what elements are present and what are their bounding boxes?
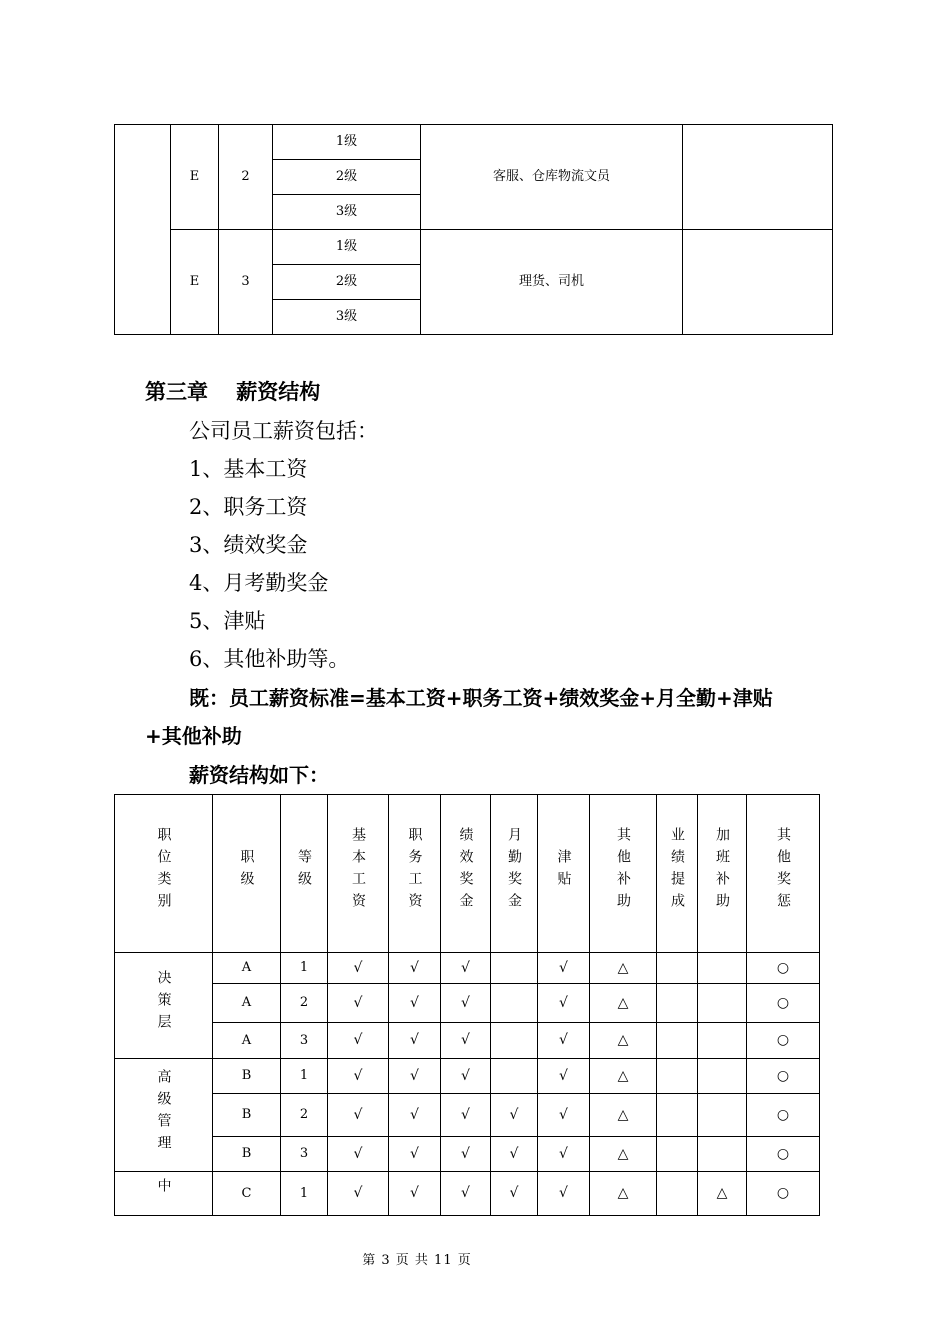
sublevel-cell: 2级 <box>273 160 421 195</box>
cell-base-salary: √ <box>328 984 389 1023</box>
header-label: 业绩提成 <box>669 827 685 916</box>
category-cell <box>115 953 213 1059</box>
cell-overtime <box>698 1137 747 1172</box>
sublevel-cell: 1级 <box>273 230 421 265</box>
cell-commission <box>657 953 698 984</box>
cell-attendance-bonus: √ <box>491 1137 538 1172</box>
cell-performance-bonus: √ <box>441 1172 491 1216</box>
cell-overtime <box>698 1094 747 1137</box>
cell-base-salary: √ <box>328 953 389 984</box>
cell-overtime <box>698 953 747 984</box>
level-cell: 3 <box>219 230 273 335</box>
cell-other-subsidy: △ <box>590 953 657 984</box>
cell-performance-bonus: √ <box>441 953 491 984</box>
cell-commission <box>657 1023 698 1059</box>
cell-other-rewards: ○ <box>747 953 820 984</box>
cell-overtime <box>698 1059 747 1094</box>
cell-other-subsidy: △ <box>590 1137 657 1172</box>
cell-base-salary: √ <box>328 1094 389 1137</box>
cell-other-rewards: ○ <box>747 1059 820 1094</box>
header-label: 基本工资 <box>350 827 366 916</box>
list-item: 5、津贴 <box>189 609 266 633</box>
cell-level: 2 <box>281 1094 328 1137</box>
grade-cell: E <box>171 125 219 230</box>
cell-overtime <box>698 984 747 1023</box>
cell-position-salary: √ <box>389 1172 441 1216</box>
cell-position-salary: √ <box>389 1137 441 1172</box>
sublevel-cell: 3级 <box>273 300 421 335</box>
cell-allowance: √ <box>538 1059 590 1094</box>
cell-grade: C <box>213 1172 281 1216</box>
formula-line-1: 既：员工薪资标准=基本工资+职务工资+绩效奖金+月全勤+津贴 <box>189 686 773 710</box>
cell-other-rewards: ○ <box>747 1172 820 1216</box>
header-label: 加班补助 <box>714 827 730 916</box>
header-cell <box>657 795 698 953</box>
cell-commission <box>657 1094 698 1137</box>
cell-level: 1 <box>281 1059 328 1094</box>
intro-text: 公司员工薪资包括： <box>189 419 378 443</box>
cell-overtime: △ <box>698 1172 747 1216</box>
sublevel-cell: 2级 <box>273 265 421 300</box>
sublevel-cell: 1级 <box>273 125 421 160</box>
cell-allowance: √ <box>538 1094 590 1137</box>
header-cell <box>441 795 491 953</box>
cell-position-salary: √ <box>389 1023 441 1059</box>
header-label: 津贴 <box>555 849 572 894</box>
cell-other-subsidy: △ <box>590 1059 657 1094</box>
cell-position-salary: √ <box>389 1059 441 1094</box>
cell-attendance-bonus <box>491 984 538 1023</box>
sublevel-cell: 3级 <box>273 195 421 230</box>
cell-position-salary: √ <box>389 953 441 984</box>
table-row <box>115 1094 820 1137</box>
cell-allowance: √ <box>538 1137 590 1172</box>
cell-performance-bonus: √ <box>441 1059 491 1094</box>
cell-other-rewards: ○ <box>747 1094 820 1137</box>
header-cell <box>328 795 389 953</box>
header-label: 职级 <box>238 849 255 894</box>
category-cell-empty <box>115 125 171 335</box>
table-row <box>115 984 820 1023</box>
header-cell <box>698 795 747 953</box>
cell-commission <box>657 1137 698 1172</box>
chapter-heading: 第三章 薪资结构 <box>145 380 321 404</box>
header-label: 职务工资 <box>406 827 423 916</box>
table-row <box>115 1059 820 1094</box>
cell-attendance-bonus <box>491 1059 538 1094</box>
header-cell <box>281 795 328 953</box>
cell-grade: B <box>213 1059 281 1094</box>
table-row <box>115 953 820 984</box>
table-row <box>115 1023 820 1059</box>
cell-allowance: √ <box>538 984 590 1023</box>
page-footer: 第 3 页 共 11 页 <box>362 1253 472 1268</box>
header-cell <box>389 795 441 953</box>
header-label: 其他补助 <box>615 827 631 916</box>
category-label: 决策层 <box>155 970 172 1037</box>
cell-other-subsidy: △ <box>590 984 657 1023</box>
cell-grade: B <box>213 1137 281 1172</box>
header-label: 职位类别 <box>155 827 172 916</box>
list-item: 3、绩效奖金 <box>189 533 308 557</box>
header-cell <box>115 795 213 953</box>
cell-attendance-bonus: √ <box>491 1094 538 1137</box>
table-row <box>115 230 833 265</box>
cell-other-rewards: ○ <box>747 1023 820 1059</box>
job-grade-table <box>114 124 833 335</box>
cell-other-rewards: ○ <box>747 984 820 1023</box>
grade-cell: E <box>171 230 219 335</box>
cell-other-subsidy: △ <box>590 1094 657 1137</box>
table-row <box>115 1137 820 1172</box>
level-cell: 2 <box>219 125 273 230</box>
cell-commission <box>657 1172 698 1216</box>
cell-level: 3 <box>281 1023 328 1059</box>
header-label: 其他奖惩 <box>775 827 791 916</box>
cell-level: 1 <box>281 953 328 984</box>
table-row <box>115 1172 820 1216</box>
cell-commission <box>657 984 698 1023</box>
cell-performance-bonus: √ <box>441 1094 491 1137</box>
cell-grade: A <box>213 984 281 1023</box>
cell-attendance-bonus: √ <box>491 1172 538 1216</box>
cell-attendance-bonus <box>491 1023 538 1059</box>
header-label: 绩效奖金 <box>457 827 474 916</box>
header-cell <box>747 795 820 953</box>
table-intro: 薪资结构如下： <box>189 763 329 787</box>
positions-cell: 理货、司机 <box>421 230 683 335</box>
cell-grade: B <box>213 1094 281 1137</box>
cell-allowance: √ <box>538 1023 590 1059</box>
cell-allowance: √ <box>538 953 590 984</box>
list-item: 6、其他补助等。 <box>189 647 350 671</box>
formula-line-2: +其他补助 <box>145 724 242 748</box>
cell-other-subsidy: △ <box>590 1172 657 1216</box>
category-cell <box>115 1059 213 1172</box>
cell-other-rewards: ○ <box>747 1137 820 1172</box>
header-cell <box>491 795 538 953</box>
header-label: 等级 <box>296 849 312 894</box>
cell-base-salary: √ <box>328 1137 389 1172</box>
cell-grade: A <box>213 1023 281 1059</box>
header-cell <box>590 795 657 953</box>
list-item: 1、基本工资 <box>189 457 308 481</box>
salary-structure-table <box>114 794 820 1216</box>
cell-performance-bonus: √ <box>441 1137 491 1172</box>
list-item: 4、月考勤奖金 <box>189 571 329 595</box>
cell-performance-bonus: √ <box>441 984 491 1023</box>
cell-grade: A <box>213 953 281 984</box>
positions-cell: 客服、仓库物流文员 <box>421 125 683 230</box>
cell-base-salary: √ <box>328 1172 389 1216</box>
category-cell <box>115 1172 213 1216</box>
cell-performance-bonus: √ <box>441 1023 491 1059</box>
remarks-cell <box>683 125 833 230</box>
table-row <box>115 125 833 160</box>
category-label: 高级管理 <box>155 1068 172 1157</box>
header-label: 月勤奖金 <box>506 827 522 916</box>
cell-position-salary: √ <box>389 984 441 1023</box>
category-label: 中 <box>155 1178 172 1200</box>
cell-base-salary: √ <box>328 1023 389 1059</box>
cell-level: 1 <box>281 1172 328 1216</box>
list-item: 2、职务工资 <box>189 495 308 519</box>
cell-commission <box>657 1059 698 1094</box>
cell-level: 2 <box>281 984 328 1023</box>
remarks-cell <box>683 230 833 335</box>
header-row <box>115 795 820 953</box>
cell-allowance: √ <box>538 1172 590 1216</box>
header-cell <box>213 795 281 953</box>
cell-attendance-bonus <box>491 953 538 984</box>
cell-other-subsidy: △ <box>590 1023 657 1059</box>
cell-base-salary: √ <box>328 1059 389 1094</box>
cell-level: 3 <box>281 1137 328 1172</box>
cell-overtime <box>698 1023 747 1059</box>
header-cell <box>538 795 590 953</box>
cell-position-salary: √ <box>389 1094 441 1137</box>
